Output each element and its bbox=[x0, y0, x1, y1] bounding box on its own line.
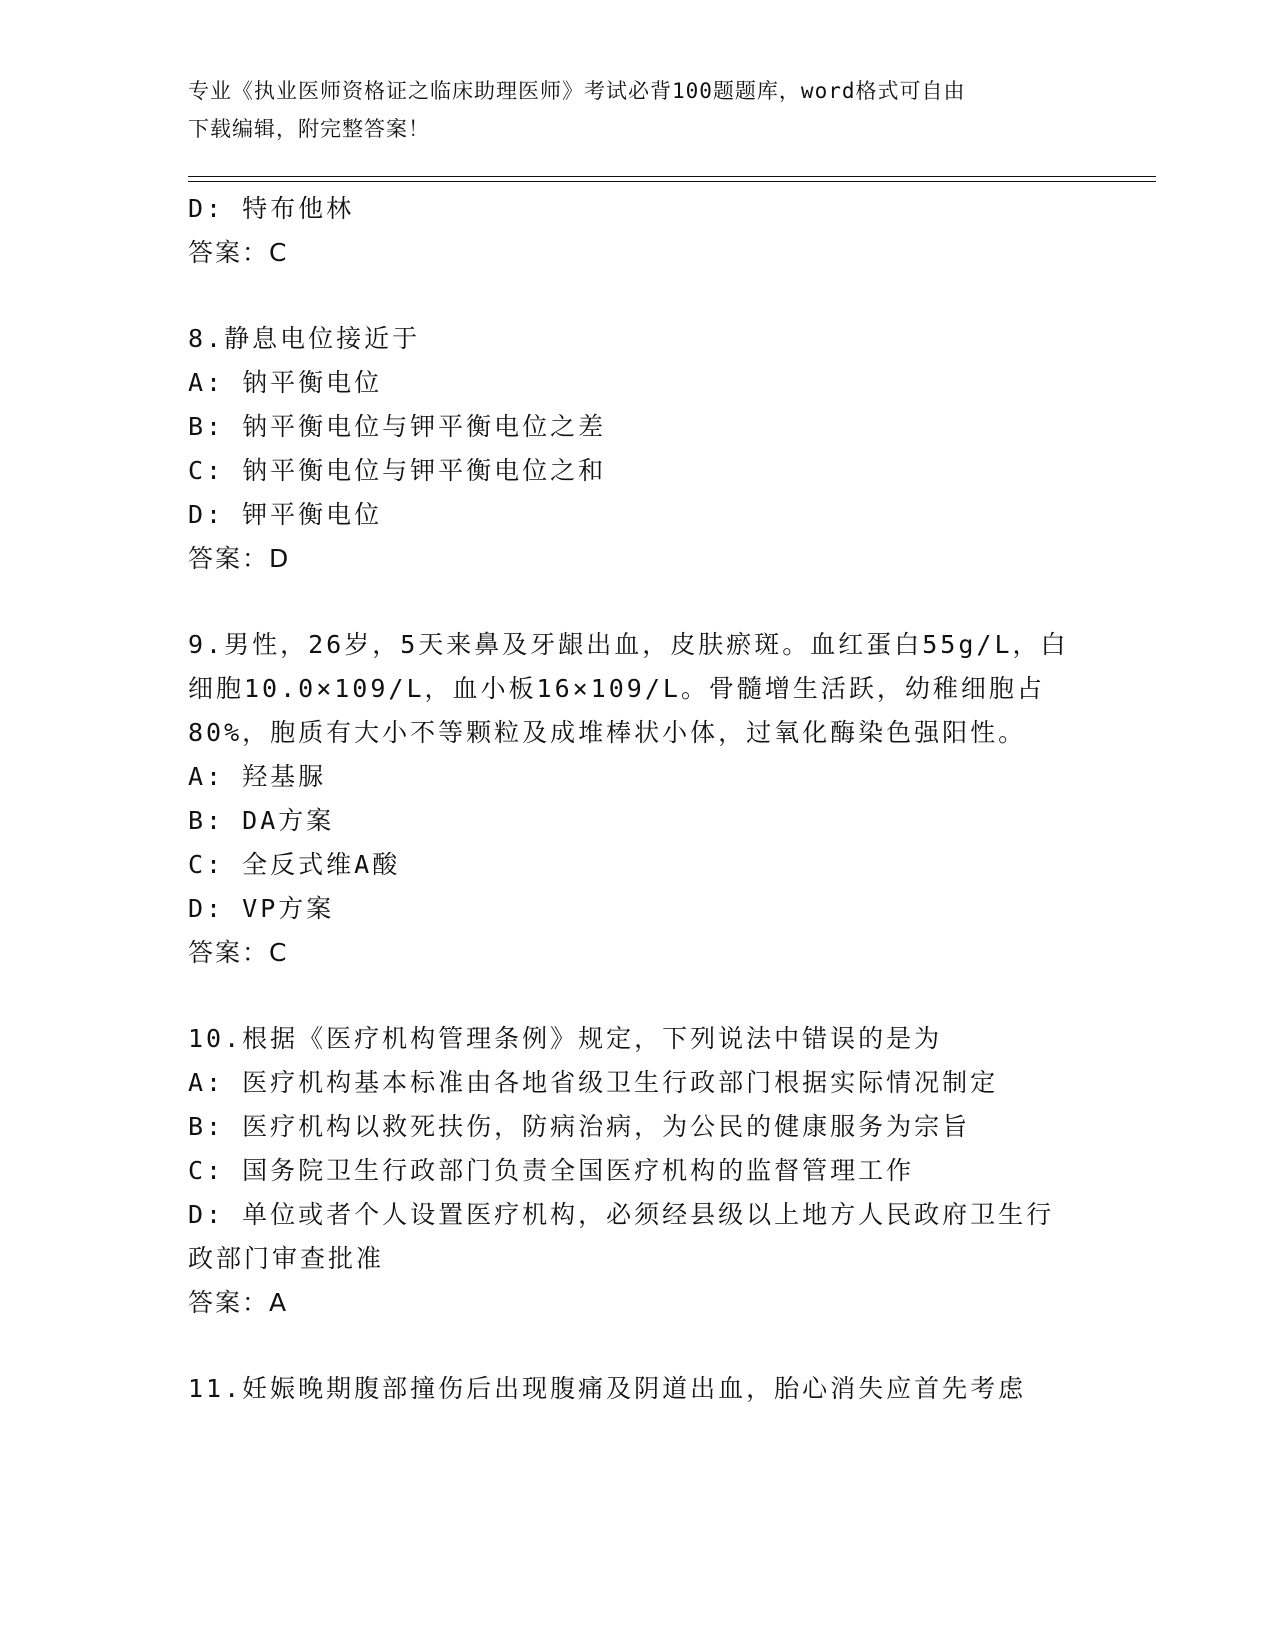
question-10-option-d: D: 单位或者个人设置医疗机构，必须经县级以上地方人民政府卫生行 bbox=[188, 1200, 1055, 1229]
question-8-stem: 8.静息电位接近于 bbox=[188, 324, 421, 353]
question-10-option-c: C: 国务院卫生行政部门负责全国医疗机构的监督管理工作 bbox=[188, 1156, 915, 1185]
header-rule-bottom bbox=[188, 181, 1156, 182]
header-line-1: 专业《执业医师资格证之临床助理医师》考试必背100题题库，word格式可自由 bbox=[188, 79, 966, 103]
question-9-stem-line-2: 细胞10.0×109/L，血小板16×109/L。骨髓增生活跃，幼稚细胞占 bbox=[188, 674, 1045, 703]
document-header bbox=[188, 72, 1068, 148]
question-9-answer: 答案：C bbox=[188, 938, 289, 967]
header-line-2: 下载编辑，附完整答案！ bbox=[188, 117, 430, 141]
question-10-option-b: B: 医疗机构以救死扶伤，防病治病，为公民的健康服务为宗旨 bbox=[188, 1112, 971, 1141]
question-9-option-d: D: VP方案 bbox=[188, 894, 335, 923]
question-11-stem: 11.妊娠晚期腹部撞伤后出现腹痛及阴道出血，胎心消失应首先考虑 bbox=[188, 1374, 1027, 1403]
question-9-option-a: A: 羟基脲 bbox=[188, 762, 327, 791]
question-9-option-b: B: DA方案 bbox=[188, 806, 335, 835]
question-10-option-d-continued: 政部门审查批准 bbox=[188, 1244, 385, 1273]
option-d: D: 特布他林 bbox=[188, 194, 355, 223]
question-8-option-a: A: 钠平衡电位 bbox=[188, 368, 383, 397]
question-8-answer: 答案：D bbox=[188, 544, 291, 573]
header-rule-top bbox=[188, 176, 1156, 177]
question-9-stem-line-3: 80%，胞质有大小不等颗粒及成堆棒状小体，过氧化酶染色强阳性。 bbox=[188, 718, 1027, 747]
question-9-stem-line-1: 9.男性，26岁，5天来鼻及牙龈出血，皮肤瘀斑。血红蛋白55g/L，白 bbox=[188, 630, 1069, 659]
answer-line: 答案：C bbox=[188, 238, 289, 267]
question-8-option-d: D: 钾平衡电位 bbox=[188, 500, 383, 529]
question-10-option-a: A: 医疗机构基本标准由各地省级卫生行政部门根据实际情况制定 bbox=[188, 1068, 999, 1097]
question-9-option-c: C: 全反式维A酸 bbox=[188, 850, 401, 879]
question-10-stem: 10.根据《医疗机构管理条例》规定，下列说法中错误的是为 bbox=[188, 1024, 943, 1053]
question-10-answer: 答案：A bbox=[188, 1288, 289, 1317]
question-8-option-c: C: 钠平衡电位与钾平衡电位之和 bbox=[188, 456, 607, 485]
question-8-option-b: B: 钠平衡电位与钾平衡电位之差 bbox=[188, 412, 607, 441]
